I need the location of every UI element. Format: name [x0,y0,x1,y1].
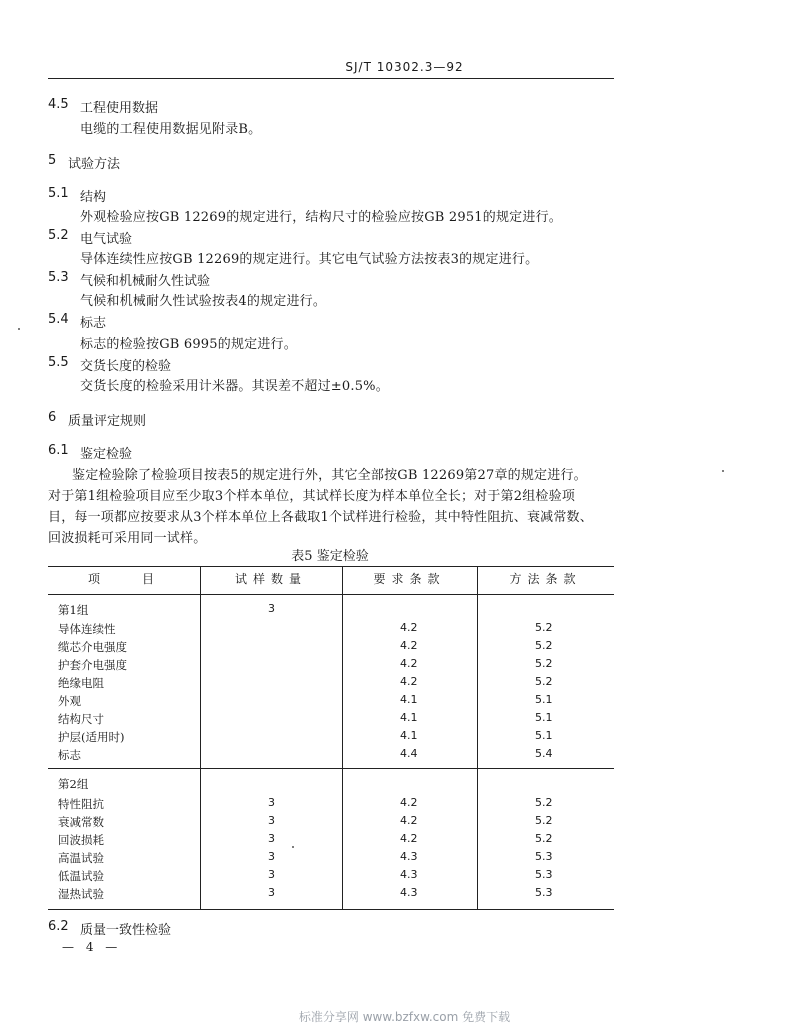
table-row-item: 护套介电强度 [58,658,127,672]
document-code: SJ/T 10302.3—92 [345,60,464,74]
table-row-qty: 3 [268,832,275,845]
table-header-qty: 试样数量 [234,572,307,586]
table-row-qty: 3 [268,796,275,809]
table-row-req: 4.2 [400,832,418,845]
table-row-method: 5.1 [535,711,553,724]
section-5-2-number: 5.2 [48,228,69,243]
table-row-method: 5.2 [535,639,553,652]
table-header-req: 要求条款 [373,572,446,586]
table-row-req: 4.1 [400,711,418,724]
table-row-req: 4.2 [400,796,418,809]
section-5-5-text: 交货长度的检验采用计米器。其误差不超过±0.5%。 [80,379,389,394]
table-col-rule-1 [200,566,201,909]
section-5-3-text: 气候和机械耐久性试验按表4的规定进行。 [80,294,327,309]
table-row-item: 低温试验 [58,869,104,883]
table-row-method: 5.1 [535,729,553,742]
table-row-item: 缆芯介电强度 [58,640,127,654]
table-row-item: 绝缘电阻 [58,676,104,690]
table-row-item: 导体连续性 [58,622,116,636]
table-row-req: 4.2 [400,675,418,688]
table-row-req: 4.2 [400,621,418,634]
group-1-qty: 3 [268,602,275,615]
table-row-qty: 3 [268,850,275,863]
scan-speck [292,846,294,848]
table-row-req: 4.2 [400,814,418,827]
scan-speck [18,328,20,330]
table-row-method: 5.2 [535,814,553,827]
table-row-method: 5.3 [535,886,553,899]
table-row-method: 5.2 [535,657,553,670]
table-row-item: 护层(适用时) [58,730,125,744]
section-6-2-title: 质量一致性检验 [80,923,172,938]
table-top-rule [48,566,614,567]
table-row-method: 5.1 [535,693,553,706]
section-5-1-text: 外观检验应按GB 12269的规定进行，结构尺寸的检验应按GB 2951的规定进行。 [80,210,562,225]
table-row-item: 高温试验 [58,851,104,865]
table-bottom-rule [48,909,614,910]
group-1-label: 第1组 [58,603,89,617]
table-row-req: 4.2 [400,657,418,670]
section-4-5-title: 工程使用数据 [80,101,159,116]
table-row-req: 4.3 [400,850,418,863]
section-6-2-number: 6.2 [48,919,69,934]
table-header-item: 项 目 [87,572,160,586]
section-6-1-line-3: 目，每一项都应按要求从3个样本单位上各截取1个试样进行检验，其中特性阻抗、衰减常数、 [48,510,593,525]
section-5-4-title: 标志 [80,316,107,331]
section-5-4-text: 标志的检验按GB 6995的规定进行。 [80,337,297,352]
section-5-3-number: 5.3 [48,270,69,285]
section-5-3-title: 气候和机械耐久性试验 [80,274,211,289]
table-row-item: 特性阻抗 [58,797,104,811]
section-5-title: 试验方法 [68,157,121,172]
table-row-qty: 3 [268,886,275,899]
table-row-item: 衰减常数 [58,815,104,829]
section-5-5-number: 5.5 [48,355,69,370]
table-row-item: 标志 [58,748,81,762]
table-row-method: 5.2 [535,621,553,634]
table-row-req: 4.4 [400,747,418,760]
section-5-2-title: 电气试验 [80,232,133,247]
table-row-qty: 3 [268,868,275,881]
section-4-5-number: 4.5 [48,97,69,112]
table-group-rule [48,768,614,769]
table-row-method: 5.2 [535,675,553,688]
table-header-rule [48,594,614,595]
table-col-rule-2 [342,566,343,909]
table-row-req: 4.2 [400,639,418,652]
section-4-5-text: 电缆的工程使用数据见附录B。 [80,122,262,137]
section-5-number: 5 [48,153,57,168]
table-row-method: 5.3 [535,850,553,863]
table-header-method: 方法条款 [509,572,582,586]
table-row-item: 回波损耗 [58,833,104,847]
section-6-1-number: 6.1 [48,443,69,458]
section-5-1-title: 结构 [80,190,107,205]
table-row-method: 5.2 [535,796,553,809]
table-row-method: 5.3 [535,868,553,881]
section-5-1-number: 5.1 [48,186,69,201]
section-6-number: 6 [48,410,57,425]
table-col-rule-3 [477,566,478,909]
table-row-item: 结构尺寸 [58,712,104,726]
page-number: — 4 — [62,940,122,954]
table-row-req: 4.1 [400,729,418,742]
section-6-1-line-4: 回波损耗可采用同一试样。 [48,531,207,546]
table-row-item: 外观 [58,694,81,708]
section-6-1-line-1: 鉴定检验除了检验项目按表5的规定进行外，其它全部按GB 12269第27章的规定进行。 [72,468,587,483]
table-row-qty: 3 [268,814,275,827]
header-rule [48,78,614,79]
section-5-4-number: 5.4 [48,312,69,327]
table-row-method: 5.2 [535,832,553,845]
section-6-1-title: 鉴定检验 [80,447,133,462]
scan-speck [722,470,724,472]
table-row-method: 5.4 [535,747,553,760]
section-6-1-line-2: 对于第1组检验项目应至少取3个样本单位，其试样长度为样本单位全长；对于第2组检验项 [48,489,576,504]
table-5-caption: 表5 鉴定检验 [291,549,369,564]
table-row-req: 4.1 [400,693,418,706]
group-2-label: 第2组 [58,777,89,791]
site-watermark: 标准分享网 www.bzfxw.com 免费下载 [298,1010,511,1024]
section-5-5-title: 交货长度的检验 [80,359,172,374]
table-row-req: 4.3 [400,886,418,899]
table-row-req: 4.3 [400,868,418,881]
section-6-title: 质量评定规则 [68,414,147,429]
table-row-item: 湿热试验 [58,887,104,901]
section-5-2-text: 导体连续性应按GB 12269的规定进行。其它电气试验方法按表3的规定进行。 [80,252,539,267]
